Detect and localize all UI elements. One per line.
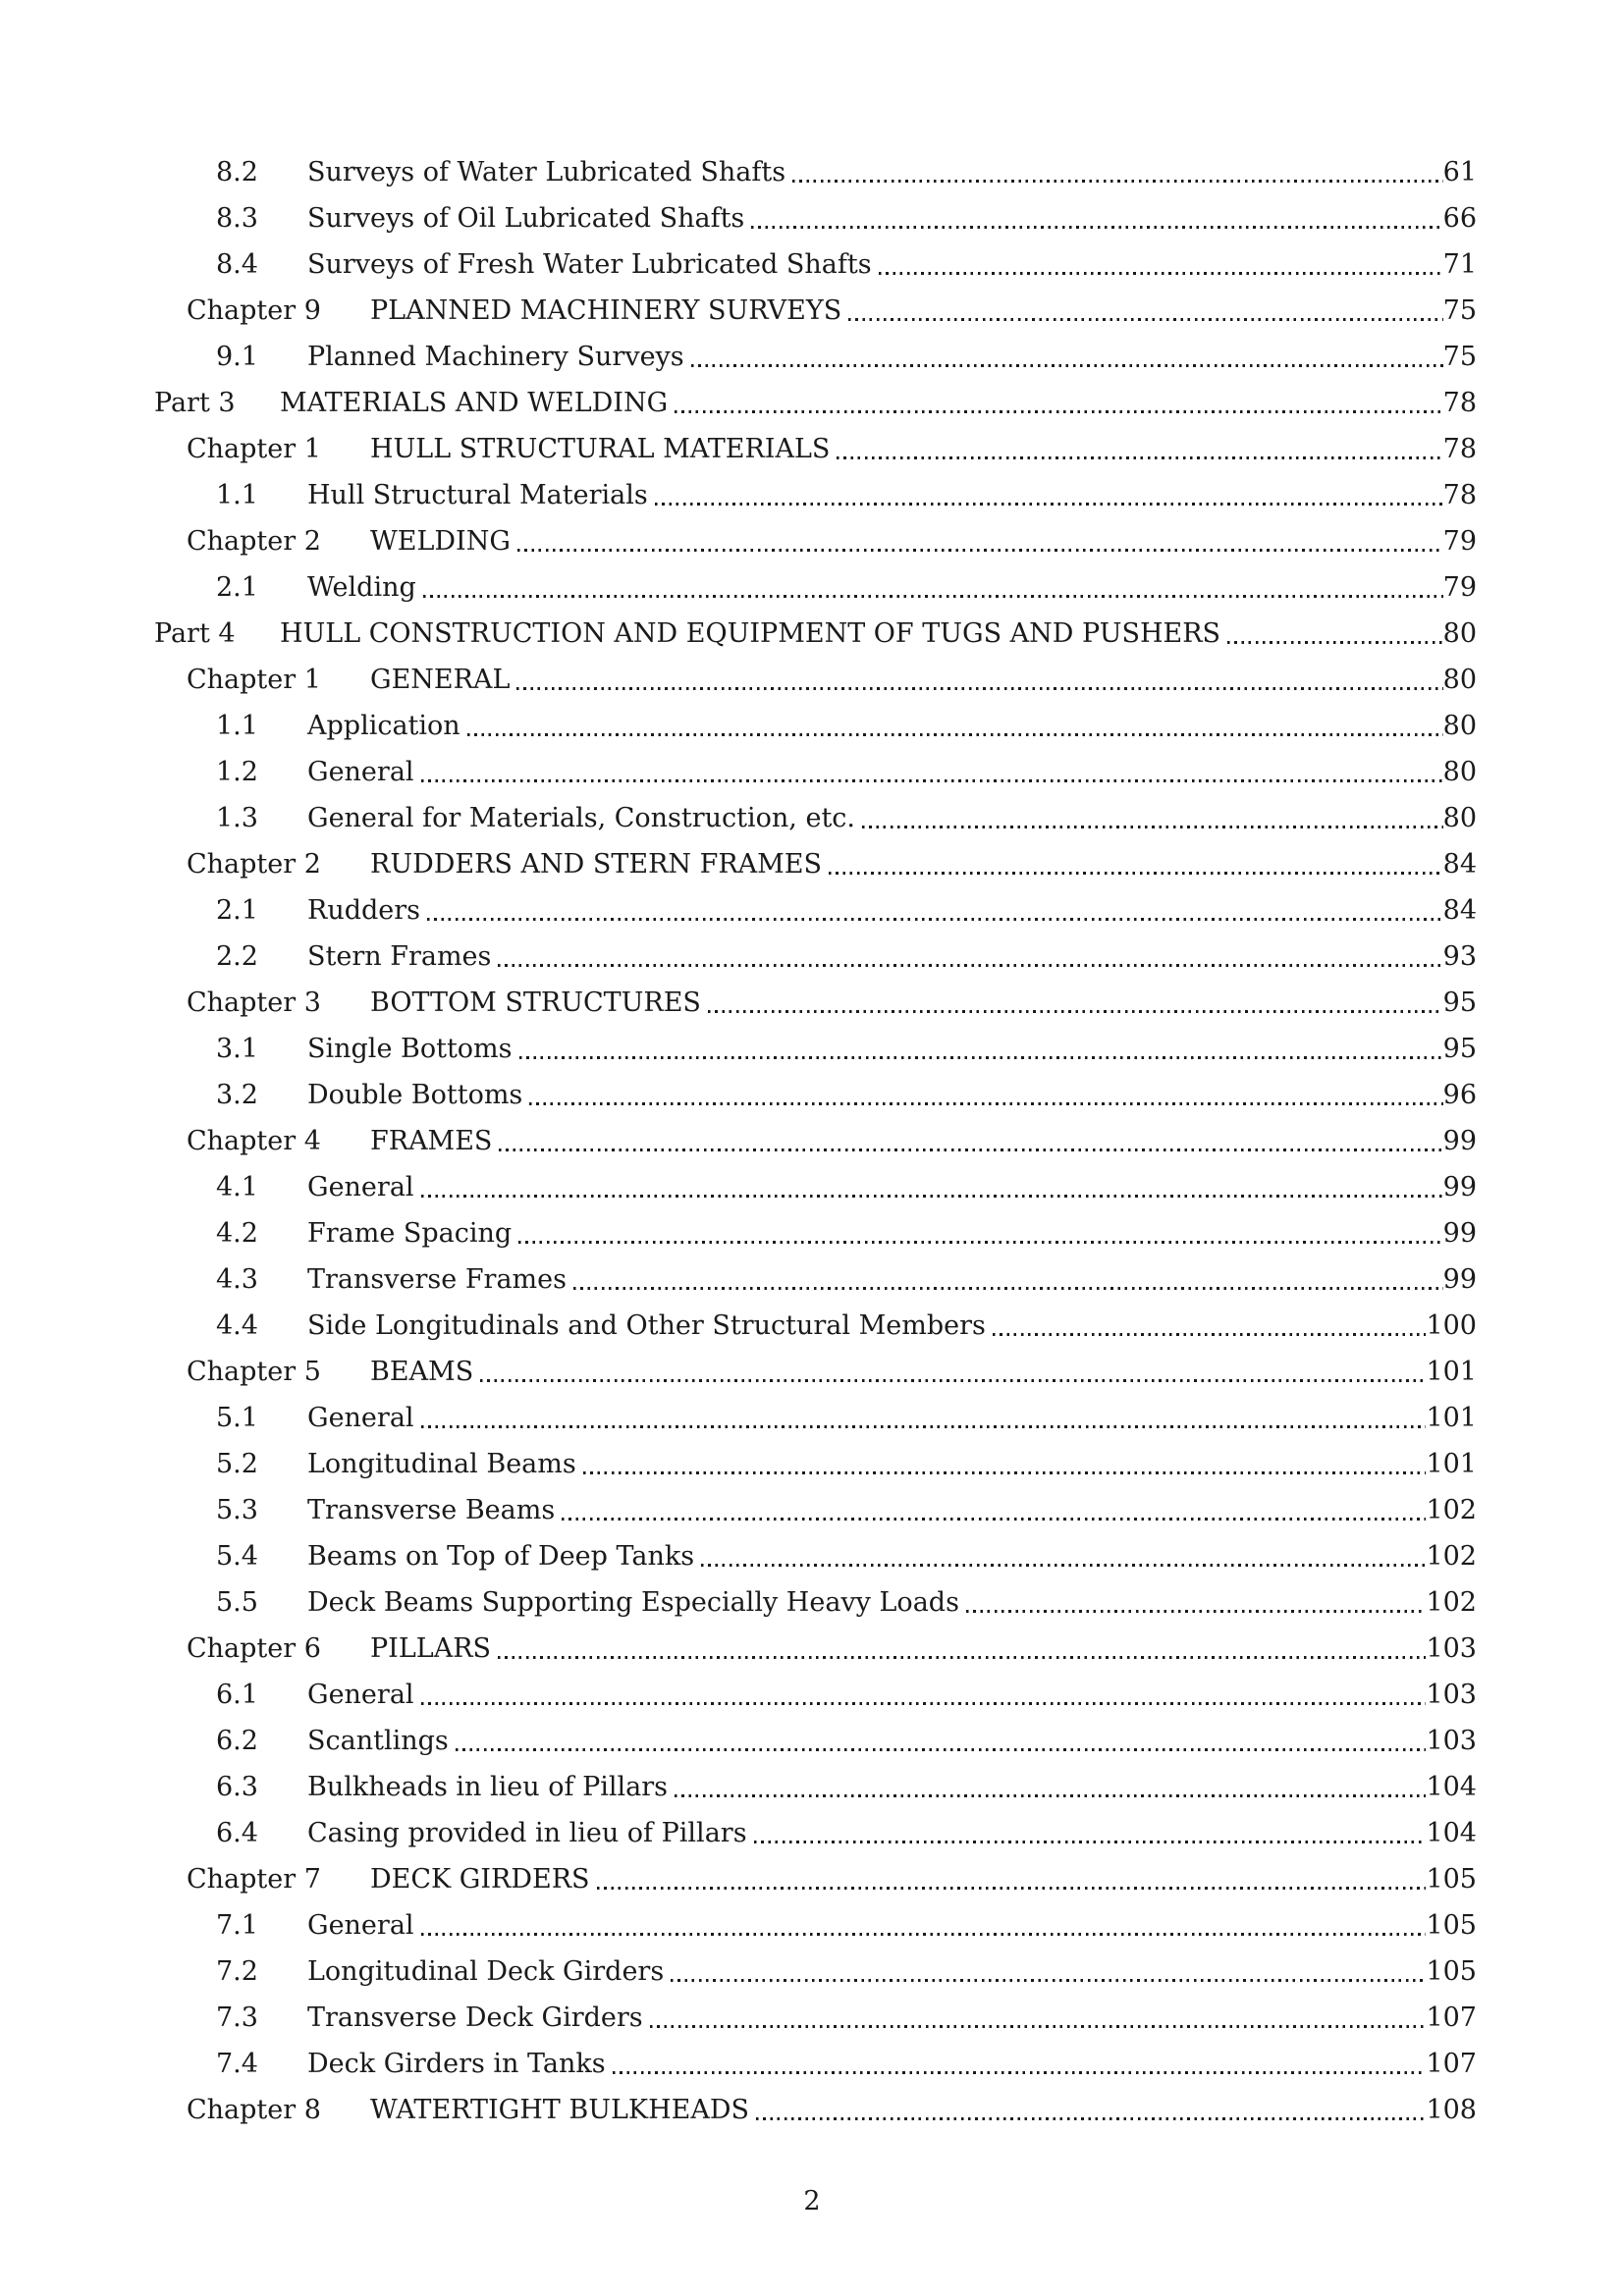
toc-entry-title: Side Longitudinals and Other Structural Members [307,1310,986,1341]
toc-entry-title: HULL CONSTRUCTION AND EQUIPMENT OF TUGS AND PUSHERS [280,618,1221,649]
toc-entry-page: 102 [1426,1541,1477,1572]
toc-row [0,657,1624,703]
toc-row [0,380,1624,426]
toc-entry-number: 5.5 [216,1587,258,1618]
dot-leader [671,1979,1426,1982]
toc-entry-title: General [307,1680,414,1710]
dot-leader [754,1841,1427,1843]
dot-leader [862,826,1443,828]
toc-entry-page: 71 [1442,249,1477,280]
toc-entry-page: 80 [1442,803,1477,833]
toc-entry-title: PILLARS [370,1633,492,1664]
toc-row [0,149,1624,195]
dot-leader [423,595,1443,598]
toc-entry-number: 2.2 [216,941,258,972]
toc-entry-title: Casing provided in lieu of Pillars [307,1818,747,1848]
toc-entry-page: 78 [1442,434,1477,464]
dot-leader [675,410,1443,413]
toc-entry-page: 99 [1442,1172,1477,1202]
toc-row [0,1210,1624,1256]
toc-row [0,1764,1624,1810]
dot-leader [966,1610,1427,1613]
toc-entry-title: HULL STRUCTURAL MATERIALS [370,434,831,464]
toc-entry-number: 6.1 [216,1680,258,1710]
toc-row [0,980,1624,1026]
toc-entry-page: 103 [1426,1726,1477,1756]
toc-row [0,749,1624,795]
toc-entry-page: 93 [1442,941,1477,972]
toc-entry-number: 1.3 [216,803,258,833]
dot-leader [655,503,1443,506]
toc-row [0,611,1624,657]
toc-entry-title: PLANNED MACHINERY SURVEYS [370,295,842,326]
toc-entry-page: 99 [1442,1126,1477,1156]
dot-leader [498,964,1442,967]
dot-leader [597,1887,1427,1890]
toc-entry-page: 95 [1442,988,1477,1018]
toc-entry-page: 80 [1442,665,1477,695]
dot-leader [879,272,1443,275]
toc-entry-title: General [307,1172,414,1202]
toc-entry-number: Chapter 1 [187,434,321,464]
toc-entry-number: 8.2 [216,157,258,187]
toc-row [0,426,1624,472]
dot-leader [691,364,1443,367]
toc-entry-number: Chapter 5 [187,1357,321,1387]
toc-row [0,1395,1624,1441]
toc-entry-title: Surveys of Oil Lubricated Shafts [307,203,745,234]
toc-entry-title: Longitudinal Deck Girders [307,1956,665,1987]
toc-entry-title: Beams on Top of Deep Tanks [307,1541,695,1572]
toc-entry-page: 101 [1426,1357,1477,1387]
dot-leader [1227,641,1443,644]
toc-entry-page: 107 [1426,2002,1477,2033]
toc-entry-number: Chapter 3 [187,988,321,1018]
page-footer [0,2178,1624,2224]
dot-leader [613,2071,1427,2074]
toc-entry-number: Part 4 [154,618,236,649]
toc-entry-number: 6.2 [216,1726,258,1756]
toc-row [0,2087,1624,2133]
toc-entry-page: 61 [1442,157,1477,187]
toc-row [0,1856,1624,1902]
toc-entry-page: 78 [1442,480,1477,510]
dot-leader [829,872,1443,875]
dot-leader [516,687,1442,690]
toc-row [0,518,1624,564]
toc-entry-number: Part 3 [154,388,236,418]
toc-entry-page: 99 [1442,1264,1477,1295]
toc-entry-number: 5.2 [216,1449,258,1479]
toc-entry-page: 96 [1442,1080,1477,1110]
toc-entry-number: 8.4 [216,249,258,280]
toc-row [0,288,1624,334]
toc-entry-number: 7.4 [216,2049,258,2079]
dot-leader [675,1794,1426,1797]
dot-leader [421,1195,1443,1198]
toc-entry-number: 4.4 [216,1310,258,1341]
toc-entry-title: Longitudinal Beams [307,1449,576,1479]
toc-entry-title: General for Materials, Construction, etc. [307,803,855,833]
toc-entry-page: 66 [1442,203,1477,234]
toc-entry-number: 2.1 [216,572,258,603]
toc-row [0,1579,1624,1626]
toc-row [0,334,1624,380]
toc-entry-number: Chapter 8 [187,2095,321,2125]
toc-entry-title: Planned Machinery Surveys [307,342,684,372]
toc-row [0,241,1624,288]
toc-entry-page: 104 [1426,1772,1477,1802]
toc-row [0,1533,1624,1579]
toc-row [0,934,1624,980]
dot-leader [421,1933,1427,1936]
toc-row [0,195,1624,241]
toc-entry-number: 6.3 [216,1772,258,1802]
toc-entry-page: 104 [1426,1818,1477,1848]
dot-leader [498,1656,1426,1659]
toc-entry-number: 5.1 [216,1403,258,1433]
toc-row [0,1718,1624,1764]
dot-leader [467,733,1443,736]
toc-entry-page: 84 [1442,895,1477,926]
toc-entry-number: 6.4 [216,1818,258,1848]
dot-leader [756,2117,1426,2120]
dot-leader [751,226,1442,229]
toc-entry-page: 79 [1442,572,1477,603]
toc-entry-title: Deck Girders in Tanks [307,2049,606,2079]
toc-entry-page: 84 [1442,849,1477,880]
table-of-contents [0,149,1624,2133]
toc-row [0,703,1624,749]
toc-entry-number: 4.2 [216,1218,258,1249]
toc-entry-number: 7.3 [216,2002,258,2033]
toc-entry-page: 80 [1442,711,1477,741]
dot-leader [529,1102,1442,1105]
toc-entry-title: WELDING [370,526,511,557]
toc-row [0,1487,1624,1533]
toc-row [0,1949,1624,1995]
toc-row [0,1902,1624,1949]
toc-entry-page: 80 [1442,757,1477,787]
dot-leader [573,1287,1443,1290]
toc-entry-title: General [307,1910,414,1941]
toc-entry-title: General [307,1403,414,1433]
toc-row [0,1995,1624,2041]
toc-entry-page: 107 [1426,2049,1477,2079]
dot-leader [701,1564,1426,1567]
dot-leader [421,1702,1427,1705]
dot-leader [837,456,1442,459]
toc-entry-number: 1.1 [216,711,258,741]
toc-entry-page: 80 [1442,618,1477,649]
dot-leader [650,2025,1427,2028]
toc-entry-number: Chapter 2 [187,526,321,557]
page-number-label: 2 [803,2186,821,2216]
dot-leader [499,1148,1442,1151]
toc-entry-page: 105 [1426,1910,1477,1941]
toc-entry-page: 78 [1442,388,1477,418]
toc-row [0,1118,1624,1164]
toc-entry-page: 99 [1442,1218,1477,1249]
toc-entry-number: 5.4 [216,1541,258,1572]
toc-row [0,1672,1624,1718]
toc-entry-title: Hull Structural Materials [307,480,648,510]
toc-entry-page: 102 [1426,1587,1477,1618]
dot-leader [562,1518,1426,1521]
toc-entry-number: 1.2 [216,757,258,787]
toc-entry-page: 103 [1426,1680,1477,1710]
toc-entry-number: Chapter 2 [187,849,321,880]
toc-entry-page: 100 [1426,1310,1477,1341]
toc-entry-title: RUDDERS AND STERN FRAMES [370,849,823,880]
toc-entry-page: 101 [1426,1449,1477,1479]
toc-entry-title: Application [307,711,460,741]
toc-entry-number: Chapter 6 [187,1633,321,1664]
toc-entry-number: 9.1 [216,342,258,372]
toc-entry-title: DECK GIRDERS [370,1864,590,1895]
toc-entry-title: Welding [307,572,416,603]
toc-row [0,1810,1624,1856]
toc-entry-title: Transverse Frames [307,1264,567,1295]
toc-entry-title: Surveys of Fresh Water Lubricated Shafts [307,249,872,280]
toc-entry-title: Rudders [307,895,421,926]
toc-entry-title: Scantlings [307,1726,449,1756]
toc-entry-title: Surveys of Water Lubricated Shafts [307,157,786,187]
dot-leader [480,1379,1426,1382]
toc-row [0,1164,1624,1210]
toc-row [0,795,1624,841]
dot-leader [792,180,1443,183]
toc-entry-page: 103 [1426,1633,1477,1664]
toc-entry-number: 2.1 [216,895,258,926]
toc-row [0,472,1624,518]
dot-leader [519,1056,1443,1059]
toc-entry-page: 105 [1426,1864,1477,1895]
toc-row [0,1026,1624,1072]
toc-row [0,1256,1624,1303]
toc-entry-number: 7.1 [216,1910,258,1941]
toc-row [0,1441,1624,1487]
toc-entry-page: 105 [1426,1956,1477,1987]
toc-entry-number: 1.1 [216,480,258,510]
toc-entry-number: Chapter 4 [187,1126,321,1156]
toc-entry-number: 5.3 [216,1495,258,1525]
toc-entry-page: 102 [1426,1495,1477,1525]
toc-entry-number: 3.2 [216,1080,258,1110]
toc-entry-title: Deck Beams Supporting Especially Heavy Loads [307,1587,959,1618]
toc-row [0,841,1624,887]
toc-entry-page: 79 [1442,526,1477,557]
dot-leader [848,318,1442,321]
dot-leader [421,779,1443,782]
toc-entry-number: Chapter 1 [187,665,321,695]
dot-leader [518,1241,1442,1244]
toc-entry-number: 3.1 [216,1034,258,1064]
toc-entry-title: Transverse Deck Girders [307,2002,643,2033]
toc-row [0,1303,1624,1349]
toc-entry-title: Single Bottoms [307,1034,513,1064]
toc-entry-title: Double Bottoms [307,1080,523,1110]
toc-entry-page: 95 [1442,1034,1477,1064]
toc-row [0,1349,1624,1395]
toc-row [0,2041,1624,2087]
toc-row [0,1626,1624,1672]
dot-leader [708,1010,1443,1013]
toc-entry-number: 7.2 [216,1956,258,1987]
toc-entry-number: Chapter 9 [187,295,321,326]
toc-row [0,1072,1624,1118]
dot-leader [456,1748,1427,1751]
toc-entry-title: Frame Spacing [307,1218,513,1249]
toc-entry-title: FRAMES [370,1126,493,1156]
toc-entry-title: Stern Frames [307,941,492,972]
toc-entry-title: General [307,757,414,787]
toc-entry-page: 75 [1442,342,1477,372]
toc-entry-title: Transverse Beams [307,1495,556,1525]
toc-entry-page: 108 [1426,2095,1477,2125]
dot-leader [993,1333,1427,1336]
dot-leader [583,1471,1427,1474]
toc-entry-number: 8.3 [216,203,258,234]
toc-entry-number: 4.1 [216,1172,258,1202]
toc-entry-title: GENERAL [370,665,511,695]
dot-leader [427,918,1443,921]
toc-row [0,564,1624,611]
toc-row [0,887,1624,934]
toc-entry-page: 101 [1426,1403,1477,1433]
toc-entry-title: WATERTIGHT BULKHEADS [370,2095,749,2125]
dot-leader [517,549,1443,552]
toc-entry-title: MATERIALS AND WELDING [280,388,669,418]
toc-entry-number: 4.3 [216,1264,258,1295]
toc-entry-page: 75 [1442,295,1477,326]
toc-entry-title: Bulkheads in lieu of Pillars [307,1772,669,1802]
dot-leader [421,1425,1427,1428]
toc-entry-number: Chapter 7 [187,1864,321,1895]
toc-entry-title: BEAMS [370,1357,474,1387]
toc-entry-title: BOTTOM STRUCTURES [370,988,701,1018]
